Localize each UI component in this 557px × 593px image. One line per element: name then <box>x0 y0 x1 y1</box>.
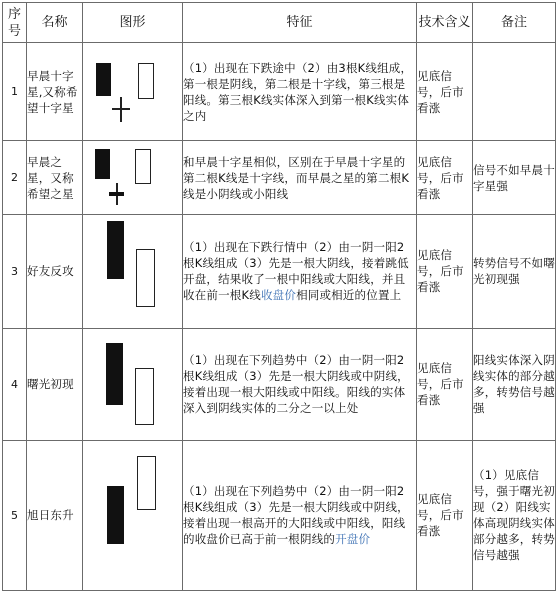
row-tech: 见底信号，后市看涨 <box>417 43 473 141</box>
row-name: 好友反攻 <box>27 215 83 328</box>
row-feature <box>183 215 417 328</box>
counterattack-pattern-icon <box>83 215 183 328</box>
header-seq: 序号 <box>3 3 27 43</box>
header-note: 备注 <box>473 3 556 43</box>
doji-cross-vertical <box>120 97 122 122</box>
row-tech: 见底信号，后市看涨 <box>417 328 473 440</box>
row-seq: 1 <box>3 43 27 141</box>
row-seq: 3 <box>3 215 27 328</box>
doji-star-pattern-icon <box>83 43 183 141</box>
feature-text: 和早晨十字星相似，区别在于早晨十字星的第二根K线是十字线，而早晨之星的第二根K线是小阴线或小阳线 <box>183 154 410 201</box>
row-name: 曙光初现 <box>27 328 83 440</box>
bullish-candle <box>138 63 154 99</box>
row-tech: 见底信号，后市看涨 <box>417 141 473 215</box>
row-note: 阳线实体深入阴线实体的部分越多，转势信号越强 <box>473 328 556 440</box>
header-name: 名称 <box>27 3 83 43</box>
header-shape: 图形 <box>83 3 183 43</box>
row-name: 旭日东升 <box>27 440 83 590</box>
rising-sun-pattern-icon <box>83 440 183 590</box>
table-row <box>3 141 556 215</box>
row-note: 转势信号不如曙光初现强 <box>473 215 556 328</box>
row-name: 早晨十字星,又称希望十字星 <box>27 43 83 141</box>
bearish-candle <box>96 63 111 96</box>
bearish-candle <box>107 221 124 279</box>
feature-text: （1）出现在下跌途中（2）由3根K线组成，第一根是阴线，第二根是十字线，第三根是阳线。第三根K线实体深入到第一根K线实体之内 <box>183 60 413 123</box>
bullish-candle <box>137 456 156 510</box>
row-tech: 见底信号，后市看涨 <box>417 215 473 328</box>
row-name: 早晨之星，又称希望之星 <box>27 141 83 215</box>
row-note: （1）见底信号，强于曙光初现（2）阳线实体高现阴线实体部分越多，转势信号越强 <box>473 440 556 590</box>
bullish-candle <box>135 149 151 184</box>
row-feature <box>183 141 417 215</box>
row-feature <box>183 43 417 141</box>
bearish-candle <box>107 486 124 544</box>
row-note: 信号不如早晨十字星强 <box>473 141 556 215</box>
row-note <box>473 43 556 141</box>
bullish-candle <box>136 249 155 307</box>
row-feature <box>183 328 417 440</box>
small-star-body <box>109 192 124 196</box>
feature-text: （1）出现在下跌行情中（2）由一阴一阳2根K线组成（3）先是一根大阴线，接着跳低开盘，结果收了一根中阳线或大阳线，并且收在前一根K线 <box>183 240 409 303</box>
bearish-candle <box>95 149 110 179</box>
table-row <box>3 43 556 141</box>
table-row <box>3 215 556 328</box>
piercing-pattern-icon <box>83 328 183 440</box>
doji-cross-horizontal <box>112 108 130 110</box>
row-feature <box>183 440 417 590</box>
feature-text-tail: 相同或相近的位置上 <box>296 288 402 303</box>
row-tech: 见底信号，后市看涨 <box>417 440 473 590</box>
table-row <box>3 440 556 590</box>
header-feature: 特征 <box>183 3 417 43</box>
row-seq: 4 <box>3 328 27 440</box>
row-seq: 2 <box>3 141 27 215</box>
candlestick-pattern-table <box>2 2 556 591</box>
table-row <box>3 328 556 440</box>
opening-price-link[interactable]: 开盘价 <box>335 532 371 547</box>
closing-price-link[interactable]: 收盘价 <box>260 288 297 303</box>
morning-star-pattern-icon <box>83 141 183 215</box>
header-tech: 技术含义 <box>417 3 473 43</box>
bearish-candle <box>106 343 123 405</box>
feature-text: （1）出现在下列趋势中（2）由一阴一阳2根K线组成（3）先是一根大阴线或中阴线，接着出现一根大阳线或中阳线。阳线的实体深入到阴线实体的二分之一以上处 <box>183 353 409 416</box>
bullish-candle <box>135 368 154 425</box>
header-row <box>3 3 556 43</box>
feature-text: （1）出现在下列趋势中（2）由一阴一阳2根K线组成（3）先是一根大阴线或中阴线，接着出现一根高开的大阳线或中阳线，阳线的收盘价已高于前一根阴线的 <box>183 484 409 547</box>
row-seq: 5 <box>3 440 27 590</box>
